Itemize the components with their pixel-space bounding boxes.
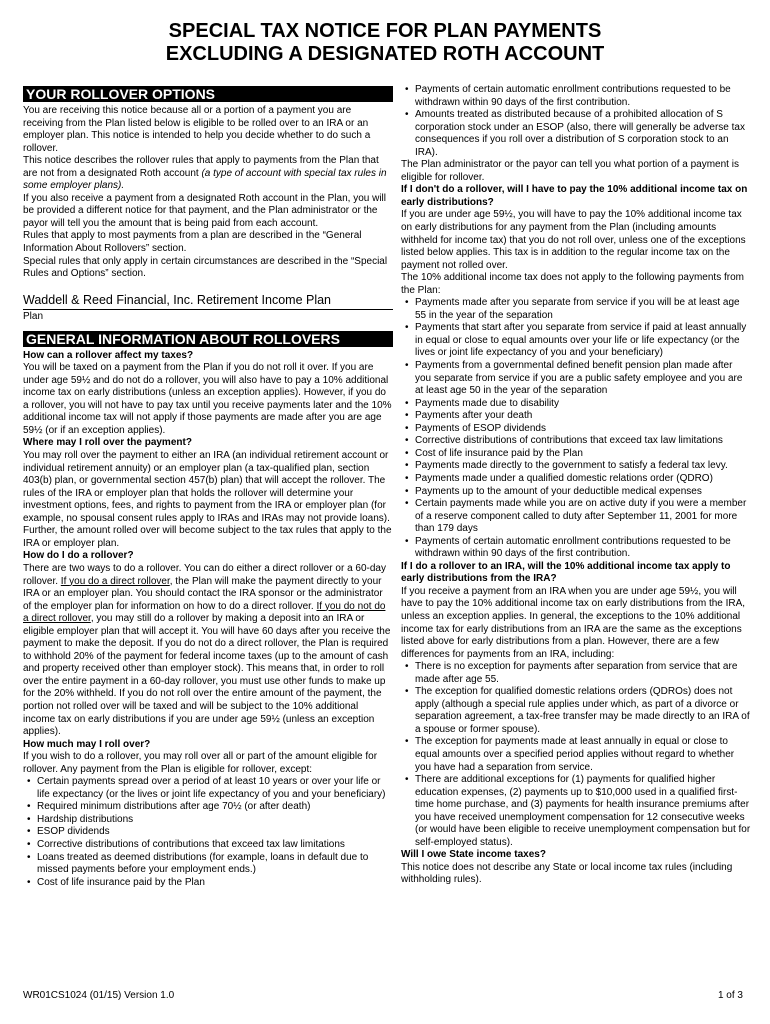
list-item: • Payments of ESOP dividends [415,423,751,436]
list-item: • Payments from a governmental defined benefit pension plan made after you separate from service if you are a public safety employee and you are at least age 50 in the year of the separation [415,360,751,398]
list-item: • Certain payments spread over a period of at least 10 years or over your life or life expectancy (or the lives or joint life expectancy of you and your beneficiary) [37,776,393,801]
list-item: • There is no exception for payments after separation from service that are made after age 55. [415,661,751,686]
list-item: • ESOP dividends [37,826,393,839]
document-title [0,20,770,66]
title-line-1: SPECIAL TAX NOTICE FOR PLAN PAYMENTS [168,20,602,42]
list-item: • Payments made directly to the government to satisfy a federal tax levy. [415,460,751,473]
list-item: • The exception for payments made at least annually in equal or close to equal amounts over a specified period applies without regard to whether you have had a separation from service. [415,736,751,774]
list-item: • Payments of certain automatic enrollment contributions requested to be withdrawn within 90 days of the first contribution. [415,84,751,109]
rollover-options-heading: YOUR ROLLOVER OPTIONS [23,86,393,102]
list-item: • Amounts treated as distributed because of a prohibited allocation of S corporation stock under an ESOP (also, there will generally be adverse tax consequences if you roll over a distribution of S corporation stock to an IRA). [415,109,751,159]
roth-notice-paragraph: If you also receive a payment from a designated Roth account in the Plan, you will be provided a different notice for that payment, and the Plan administrator or the payor will tell you the amount that is being paid from each account. [23,192,386,229]
list-item: • Payments of certain automatic enrollment contributions requested to be withdrawn within 90 days of the first contribution. [415,536,751,561]
rollover-rules-text: This notice describes the rollover rules that apply to payments from the Plan that are not from a designated Roth account [23,155,379,179]
list-item: • There are additional exceptions for (1) payments for qualified higher education expenses, (2) payments up to $10,000 used in a qualified first-time home purchase, and (3) payments for health insurance premiums after you have received unemployment compensation for 12 consecutive weeks (or would have been eligible to receive unemployment compensation but for self-employed status). [415,774,751,849]
answer-ira-tax: If you receive a payment from an IRA when you are under age 59½, you will have to pay the 10% additional income tax on early distributions from the IRA, unless an exception applies. In general, the exceptions to the 10% additional income tax for early distributions from an IRA are the same as the exceptions listed above for early distributions from a plan. However, there are a few differences for payments from an IRA, including: [401,585,746,660]
page-number: 1 of 3 [717,990,743,1001]
list-item: • Cost of life insurance paid by the Plan [37,877,393,890]
form-id: WR01CS1024 (01/15) Version 1.0 [23,990,175,1001]
general-info-heading: GENERAL INFORMATION ABOUT ROLLOVERS [23,331,393,347]
list-item: • Hardship distributions [37,814,393,827]
rollover-intro-paragraph: You are receiving this notice because all or a portion of a payment you are receiving from the Plan listed below is eligible to be rolled over to an IRA or an employer plan. This notice is intended to help you decide whether to do such a rollover. [23,105,371,154]
list-item: • Payments up to the amount of your deductible medical expenses [415,486,751,499]
list-item: • Corrective distributions of contributions that exceed tax law limitations [415,435,751,448]
exceptions-list [401,297,751,560]
question-where: Where may I roll over the payment? [23,437,192,449]
answer-how-text-3: , you may still do a rollover by making a deposit into an IRA or eligible employer plan that will accept it. You will have 60 days after you receive the payment to make the deposit. If you do not do a direct rollover, the Plan is required to withhold 20% of the payment for federal income taxes (up to the amount of cash and property received other than employer stock). This means that, in order to roll over the entire payment in a 60-day rollover, you must use other funds to make up for the 20% withheld. If you do not roll over the entire amount of the payment, the portion not rolled over will be taxed and will be subject to the 10% additional income tax on early distributions if you are under age 59½ (unless an exception applies). [23,613,391,738]
question-ira-tax: If I do a rollover to an IRA, will the 10% additional income tax apply to early distributions from the IRA? [401,560,731,585]
ira-differences-list [401,661,751,849]
question-taxes: How can a rollover affect my taxes? [23,349,194,361]
answer-how-much: If you wish to do a rollover, you may roll over all or part of the amount eligible for rollover. Any payment from the Plan is eligible for rollover, except: [23,751,378,775]
ineligible-payments-list-continued [401,84,751,159]
list-item: • Payments made due to disability [415,398,751,411]
rollover-rules-paragraph [23,155,393,193]
question-additional-tax: If I don't do a rollover, will I have to pay the 10% additional income tax on early distributions? [401,184,748,208]
list-item: • Required minimum distributions after age 70½ (or after death) [37,801,393,814]
answer-how-text-1: There are two ways to do a rollover. You can do either a direct rollover or a 60-day rollover. [23,562,386,587]
answer-how [23,563,393,739]
plan-caption: Plan [23,310,44,322]
plan-name: Waddell & Reed Financial, Inc. Retirement Income Plan [23,293,393,310]
answer-how-text-2: , the Plan will make the payment directly to your IRA or an employer plan. You should contact the IRA sponsor or the administrator of the employer plan for information on how to do a direct rollover. [23,575,383,612]
roth-definition-text: (a type of account with special tax rules in some employer plans). [23,167,387,192]
right-column [401,84,751,887]
list-item: • Corrective distributions of contributions that exceed tax law limitations [37,839,393,852]
title-line-2: EXCLUDING A DESIGNATED ROTH ACCOUNT [165,43,605,65]
list-item: • Payments made under a qualified domestic relations order (QDRO) [415,473,751,486]
list-item: • Loans treated as deemed distributions (for example, loans in default due to missed payments before your employment ends.) [37,852,393,877]
special-rules-paragraph: Special rules that only apply in certain circumstances are described in the “Special Rules and Options” section. [23,255,388,280]
answer-additional-tax: If you are under age 59½, you will have to pay the 10% additional income tax on early distributions for any payment from the Plan (including amounts withheld for income tax) that you do not roll over, unless one of the exceptions listed below applies. This tax is in addition to the regular income tax on the payment not rolled over. [401,209,746,271]
left-column [23,86,393,889]
answer-state-tax: This notice does not describe any State or local income tax rules (including withholding rules). [401,861,733,886]
admin-paragraph: The Plan administrator or the payor can tell you what portion of a payment is eligible for rollover. [401,159,739,183]
answer-taxes: You will be taxed on a payment from the Plan if you do not roll it over. If you are under age 59½ and do not do a rollover, you will also have to pay a 10% additional income tax on early distributions (unless an exception applies). However, if you do a rollover, you will not have to pay tax until you receive payments later and the 10% additional income tax will not apply if those payments are made after you are age 59½ (or if an exception applies). [23,362,392,436]
ineligible-payments-list [23,776,393,889]
answer-additional-tax-exceptions: The 10% additional income tax does not apply to the following payments from the Plan: [401,272,744,296]
question-how: How do I do a rollover? [23,550,134,562]
general-rules-paragraph: Rules that apply to most payments from a plan are described in the “General Information About Rollovers” section. [23,230,362,255]
no-direct-rollover-underlined: If you do not do a direct rollover [23,600,386,625]
direct-rollover-underlined: If you do a direct rollover [60,575,170,587]
answer-where: You may roll over the payment to either an IRA (an individual retirement account or individual retirement annuity) or an employer plan (a tax-qualified plan, section 403(b) plan, or governmental section 457(b) plan) that will accept the rollover. The rules of the IRA or employer plan that holds the rollover will determine your investment options, fees, and rights to payment from the IRA or employer plan (for example, no spousal consent rules apply to IRAs and IRAs may not provide loans). Further, the amount rolled over will become subject to the tax rules that apply to the IRA or employer plan. [23,450,392,549]
question-state-tax: Will I owe State income taxes? [401,849,546,861]
list-item: • The exception for qualified domestic relations orders (QDROs) does not apply (although a special rule applies under which, as part of a divorce or separation agreement, a tax-free transfer may be made directly to an IRA of a spouse or former spouse). [415,686,751,736]
list-item: • Payments that start after you separate from service if paid at least annually in equal or close to equal amounts over your life or life expectancy (or the lives or joint life expectancy of you and your beneficiary) [415,322,751,360]
list-item: • Payments after your death [415,410,751,423]
list-item: • Cost of life insurance paid by the Plan [415,448,751,461]
question-how-much: How much may I roll over? [23,738,151,750]
list-item: • Payments made after you separate from service if you will be at least age 55 in the year of the separation [415,297,751,322]
list-item: • Certain payments made while you are on active duty if you were a member of a reserve component called to duty after September 11, 2001 for more than 179 days [415,498,751,536]
